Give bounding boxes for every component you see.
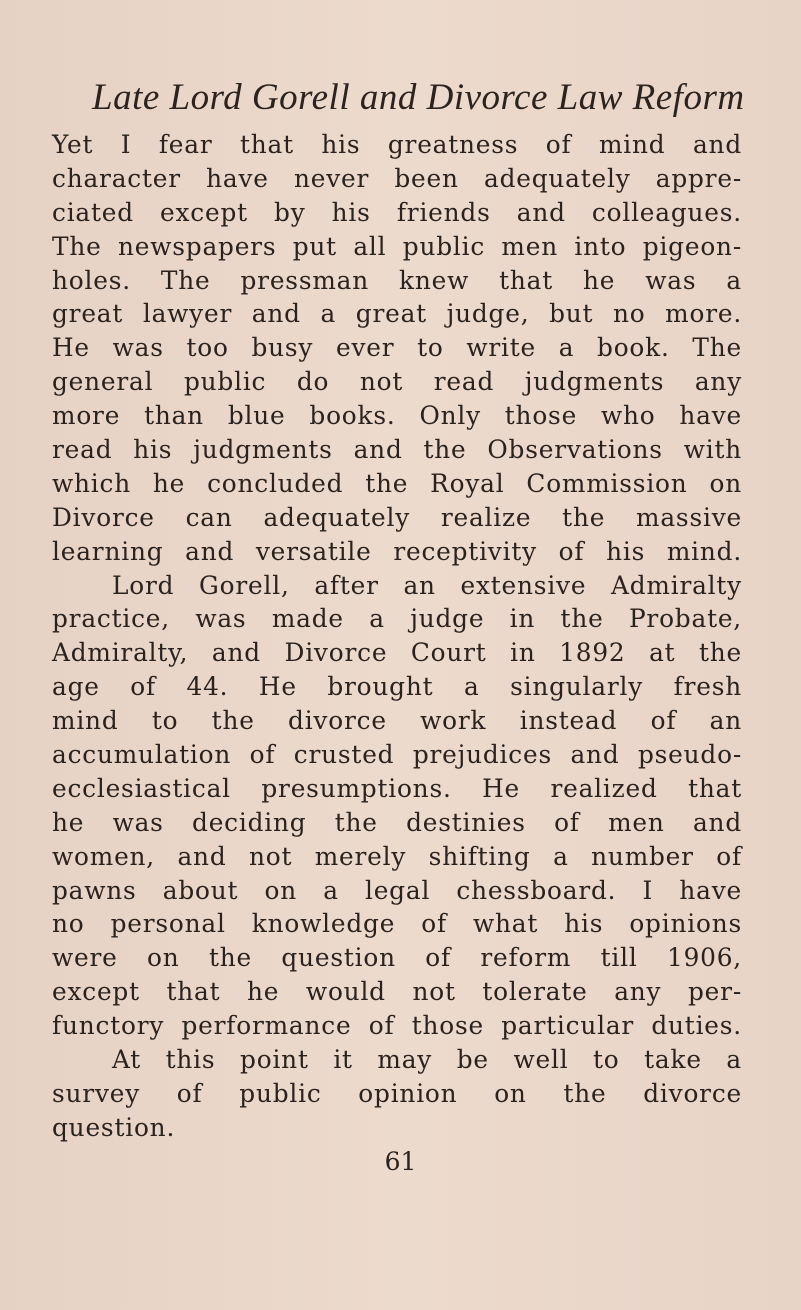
text-line: The newspapers put all public men into pigeon- bbox=[52, 231, 742, 261]
text-line: which he concluded the Royal Commission on bbox=[52, 468, 742, 498]
text-line: Yet I fear that his greatness of mind and bbox=[52, 130, 742, 159]
text-line: question. bbox=[52, 1112, 176, 1142]
text-line: Divorce can adequately realize the massive bbox=[52, 502, 742, 532]
text-line: survey of public opinion on the divorce bbox=[52, 1078, 742, 1108]
paragraph-start-line: Lord Gorell, after an extensive Admiralty bbox=[112, 570, 742, 600]
body-text bbox=[52, 128, 742, 1145]
text-line: he was deciding the destinies of men and bbox=[52, 807, 742, 837]
text-line: ecclesiastical presumptions. He realized that bbox=[52, 773, 742, 803]
text-line: functory performance of those particular duties. bbox=[52, 1011, 742, 1041]
text-line: pawns about on a legal chessboard. I have bbox=[52, 875, 742, 905]
paragraph-start-line: At this point it may be well to take a bbox=[112, 1045, 742, 1075]
text-line: learning and versatile receptivity of his mind. bbox=[52, 536, 742, 566]
text-line: age of 44. He brought a singularly fresh bbox=[52, 672, 742, 702]
text-line: were on the question of reform till 1906, bbox=[52, 943, 742, 973]
page-number: 61 bbox=[384, 1147, 417, 1176]
text-line: accumulation of crusted prejudices and pseudo- bbox=[52, 740, 742, 770]
text-line: practice, was made a judge in the Probate, bbox=[52, 604, 742, 634]
text-line: read his judgments and the Observations with bbox=[52, 435, 742, 465]
text-line: women, and not merely shifting a number of bbox=[52, 841, 742, 871]
text-line: Admiralty, and Divorce Court in 1892 at the bbox=[52, 638, 742, 668]
text-line: more than blue books. Only those who have bbox=[52, 401, 742, 431]
text-line: He was too busy ever to write a book. The bbox=[52, 333, 742, 363]
text-line: great lawyer and a great judge, but no more. bbox=[52, 299, 742, 329]
text-line: character have never been adequately appre- bbox=[52, 163, 742, 193]
text-line: general public do not read judgments any bbox=[52, 367, 742, 397]
text-line: no personal knowledge of what his opinions bbox=[52, 909, 742, 939]
text-line: ciated except by his friends and colleagues. bbox=[52, 197, 742, 227]
text-line: mind to the divorce work instead of an bbox=[52, 706, 742, 736]
text-line: except that he would not tolerate any per- bbox=[52, 977, 742, 1007]
running-title: Late Lord Gorell and Divorce Law Reform bbox=[92, 77, 745, 118]
text-line: holes. The pressman knew that he was a bbox=[52, 265, 742, 295]
